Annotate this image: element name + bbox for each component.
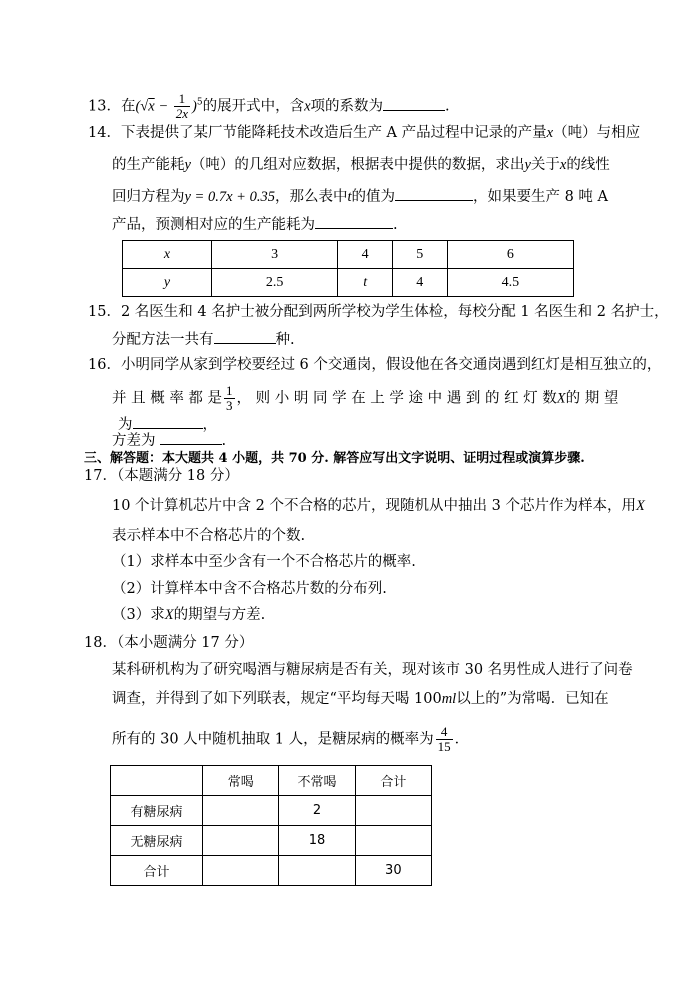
q16-expectation-blank[interactable] <box>133 414 203 429</box>
q14-data-table <box>122 240 574 297</box>
q13-fraction: $\frac{1}{2x}$ <box>175 91 189 121</box>
q13-answer-blank[interactable] <box>383 96 445 111</box>
q13-number: 13． <box>88 98 121 115</box>
q15-line-2: 分配方法一共有 种. <box>112 329 295 350</box>
q14-line-2: 的生产能耗y（吨）的几组对应数据，根据表中提供的数据，求出y关于x的线性 <box>112 157 610 173</box>
q18-fraction: $\frac{4}{15}$ <box>437 724 451 754</box>
q17-line-1: 10 个计算机芯片中含 2 个不合格的芯片，现随机从中抽出 3 个芯片作为样本，用X <box>112 498 645 514</box>
table-row: 无糖尿病 18 <box>111 826 432 856</box>
q17-part-2: （2）计算样本中含不合格芯片数的分布列. <box>112 581 387 597</box>
q14-line-1: 14．下表提供了某厂节能降耗技术改造后生产 A 产品过程中记录的产量x（吨）与相应 <box>88 125 641 141</box>
q18-line-1: 某科研机构为了研究喝酒与糖尿病是否有关，现对该市 30 名男性成人进行了问卷 <box>112 662 633 678</box>
table-row: 有糖尿病 2 <box>111 796 432 826</box>
q16-line-3: 为 ， <box>118 414 217 435</box>
q13-line: 13．在(√x − $\frac{1}{2x}$ )$^5$的展开式中，含x项的系数为 . <box>88 91 450 121</box>
q18-line-2: 调查，并得到了如下列联表，规定“平均每天喝 100ml以上的”为常喝．已知在 <box>112 691 609 707</box>
q17-part-3: （3）求X的期望与方差. <box>112 607 266 623</box>
regression-equation: y = 0.7x + 0.35 <box>184 189 275 205</box>
q16-line-4: 方差为 . <box>112 430 226 451</box>
table-row: 合计 30 <box>111 856 432 886</box>
q17-line-2: 表示样本中不合格芯片的个数. <box>112 528 306 544</box>
q14-t-blank[interactable] <box>395 186 473 201</box>
q16-line-1: 16．小明同学从家到学校要经过 6 个交通岗，假设他在各交通岗遇到红灯是相互独立的， <box>88 357 662 373</box>
table-row: x 3 4 5 6 <box>123 241 574 269</box>
section-3-heading: 三、解答题：本大题共 4 小题，共 70 分. 解答应写出文字说明、证明过程或演算步骤. <box>84 451 585 466</box>
q15-answer-blank[interactable] <box>214 329 276 344</box>
q18-title: 18．（本小题满分 17 分） <box>84 635 254 651</box>
q14-energy-blank[interactable] <box>315 214 393 229</box>
q17-title: 17．（本题满分 18 分） <box>84 468 239 484</box>
q15-line-1: 15．2 名医生和 4 名护士被分配到两所学校为学生体检，每校分配 1 名医生和 2 名护士， <box>88 304 669 320</box>
q18-line-3: 所有的 30 人中随机抽取 1 人，是糖尿病的概率为 $\frac{4}{15}$ ． <box>112 724 470 754</box>
q16-variance-blank[interactable] <box>160 430 222 445</box>
q16-line-2: 并 且 概 率 都 是 $\frac{1}{3}$ ， 则 小 明 同 学 在 上 学 途 中 遇 到 的 红 灯 数X的 期 望 <box>112 383 619 413</box>
q14-line-4: 产品，预测相对应的生产能耗为 . <box>112 214 398 235</box>
q14-line-3: 回归方程为y = 0.7x + 0.35，那么表中t的值为 ，如果要生产 8 吨 A <box>112 186 608 207</box>
q18-contingency-table <box>110 765 432 886</box>
table-row: y 2.5 t 4 4.5 <box>123 269 574 297</box>
q17-part-1: （1）求样本中至少含有一个不合格芯片的概率. <box>112 554 416 570</box>
table-row: 常喝 不常喝 合计 <box>111 766 432 796</box>
q16-fraction: $\frac{1}{3}$ <box>226 383 233 413</box>
